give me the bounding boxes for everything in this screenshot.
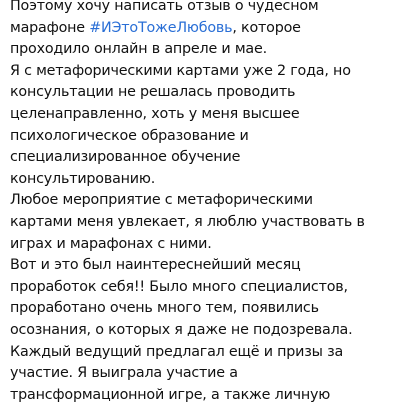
- text-line: [10, 298, 396, 320]
- text-line: [10, 104, 396, 126]
- text-line: [10, 385, 396, 406]
- text-segment: марафоне: [10, 19, 90, 36]
- text-line: [10, 82, 396, 104]
- text-segment: играх и марафонах с ними.: [10, 235, 212, 252]
- hashtag-link[interactable]: #ИЭтоТожеЛюбовь: [89, 19, 233, 36]
- post-text: [10, 0, 396, 406]
- text-segment: Я с метафорическими картами уже 2 года, но: [10, 62, 351, 79]
- text-segment: осознания, о которых я даже не подозревала.: [10, 321, 353, 338]
- text-line: [10, 277, 396, 299]
- text-segment: консультированию.: [10, 170, 156, 187]
- text-line: [10, 0, 396, 18]
- text-segment: трансформационной игре, а также личную: [10, 386, 331, 403]
- text-segment: проходило онлайн в апреле и мае.: [10, 41, 267, 58]
- text-segment: участие. Я выиграла участие а: [10, 365, 238, 382]
- text-segment: картами меня увлекает, я люблю участвовать в: [10, 213, 365, 230]
- text-line: [10, 342, 396, 364]
- text-line: [10, 126, 396, 148]
- text-segment: специализированное обучение: [10, 149, 241, 166]
- text-line: [10, 61, 396, 83]
- text-line: [10, 147, 396, 169]
- text-line: [10, 363, 396, 385]
- text-segment: Поэтому хочу написать отзыв о чудесном: [10, 0, 319, 14]
- text-line: [10, 255, 396, 277]
- text-segment: , которое: [232, 19, 301, 36]
- text-segment: целенаправленно, хоть у меня высшее: [10, 105, 300, 122]
- text-segment: консультации не решалась проводить: [10, 84, 296, 101]
- text-line: [10, 190, 396, 212]
- text-line: [10, 18, 396, 40]
- text-segment: Каждый ведущий предлагал ещё и призы за: [10, 343, 344, 360]
- text-segment: проработано очень много тем, появились: [10, 300, 319, 317]
- text-line: [10, 39, 396, 61]
- text-segment: психологическое образование и: [10, 127, 249, 144]
- text-line: [10, 212, 396, 234]
- text-segment: проработок себя!! Было много специалистов,: [10, 278, 348, 295]
- text-segment: Вот и это был наинтереснейший месяц: [10, 257, 301, 274]
- text-segment: Любое мероприятие с метафорическими: [10, 192, 313, 209]
- text-line: [10, 169, 396, 191]
- text-line: [10, 234, 396, 256]
- text-line: [10, 320, 396, 342]
